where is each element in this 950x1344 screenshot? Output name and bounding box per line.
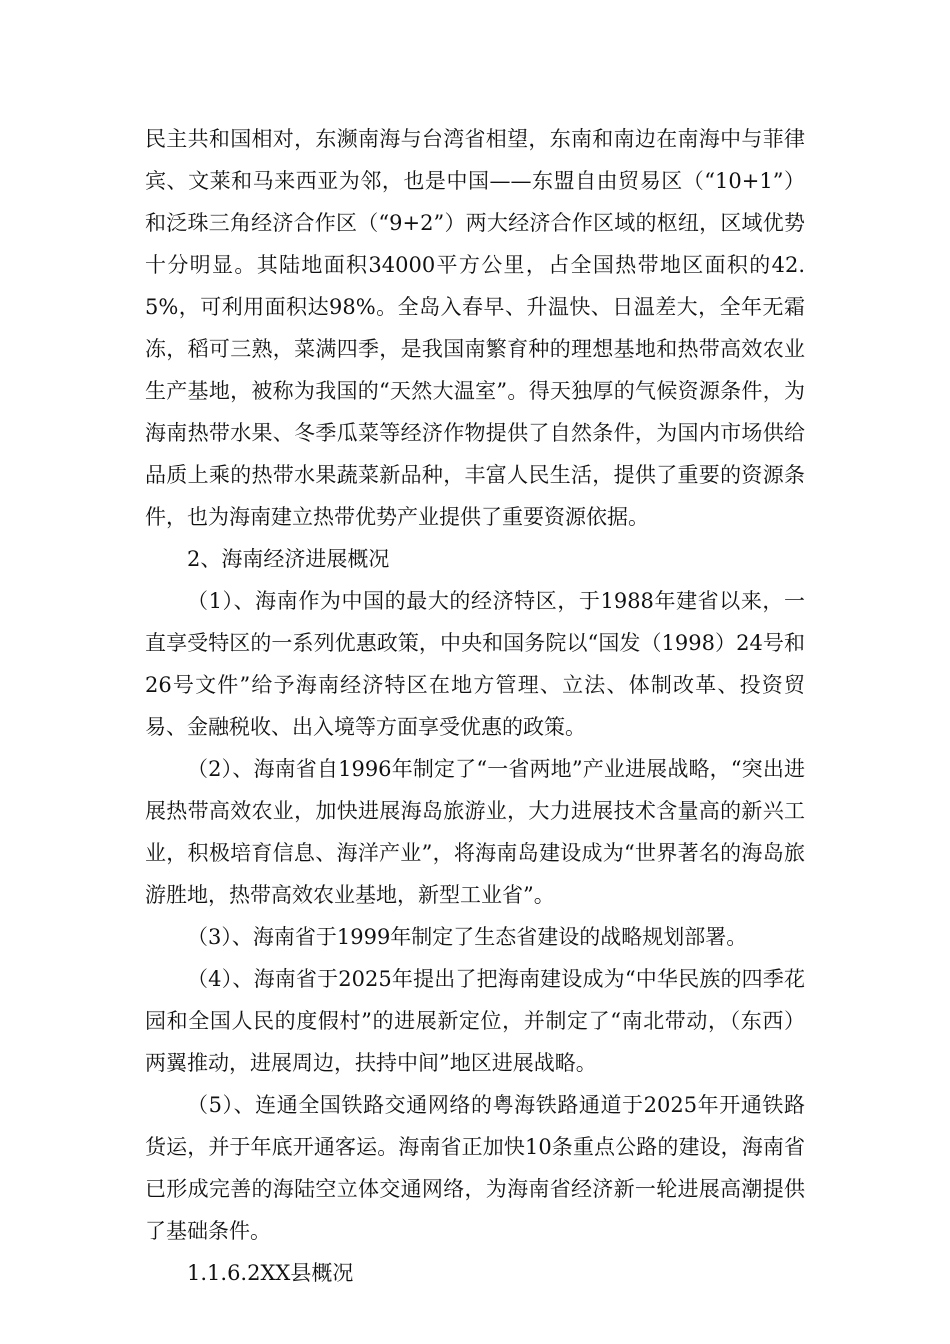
paragraph-economy-item-4: （4）、海南省于2025年提出了把海南建设成为“中华民族的四季花园和全国人民的度假村”的进展新定位，并制定了“南北带动，（东西）两翼推动，进展周边，扶持中间”地区进展战略。 — [145, 967, 805, 1075]
section-heading-economy: 2、海南经济进展概况 — [187, 547, 390, 571]
paragraph-economy-item-2: （2）、海南省自1996年制定了“一省两地”产业进展战略，“突出进展热带高效农业，加快进展海岛旅游业，大力进展技术含量高的新兴工业，积极培育信息、海洋产业”，将海南岛建设成为“世界著名的海岛旅游胜地，热带高效农业基地，新型工业省”。 — [145, 757, 805, 907]
paragraph-geography-climate: 民主共和国相对，东濒南海与台湾省相望，东南和南边在南海中与菲律宾、文莱和马来西亚为邻，也是中国——东盟自由贸易区（“10+1”）和泛珠三角经济合作区（“9+2”）两大经济合作区域的枢纽，区域优势十分明显。其陆地面积34000平方公里，占全国热带地区面积的42.5%，可利用面积达98%。全岛入春早、升温快、日温差大，全年无霜冻，稻可三熟，菜满四季，是我国南繁育种的理想基地和热带高效农业生产基地，被称为我国的“天然大温室”。得天独厚的气候资源条件，为海南热带水果、冬季瓜菜等经济作物提供了自然条件，为国内市场供给品质上乘的热带水果蔬菜新品种，丰富人民生活，提供了重要的资源条件，也为海南建立热带优势产业提供了重要资源依据。 — [145, 127, 805, 529]
paragraph-economy-item-3: （3）、海南省于1999年制定了生态省建设的战略规划部署。 — [187, 925, 748, 949]
section-heading-county: 1.1.6.2XX县概况 — [187, 1261, 354, 1285]
paragraph-economy-item-5: （5）、连通全国铁路交通网络的粤海铁路通道于2025年开通铁路货运，并于年底开通客运。海南省正加快10条重点公路的建设，海南省已形成完善的海陆空立体交通网络，为海南省经济新一轮进展高潮提供了基础条件。 — [145, 1093, 805, 1243]
document-body — [145, 118, 805, 1294]
paragraph-economy-item-1: （1）、海南作为中国的最大的经济特区，于1988年建省以来，一直享受特区的一系列优惠政策，中央和国务院以“国发（1998）24号和26号文件”给予海南经济特区在地方管理、立法、体制改革、投资贸易、金融税收、出入境等方面享受优惠的政策。 — [145, 589, 805, 739]
